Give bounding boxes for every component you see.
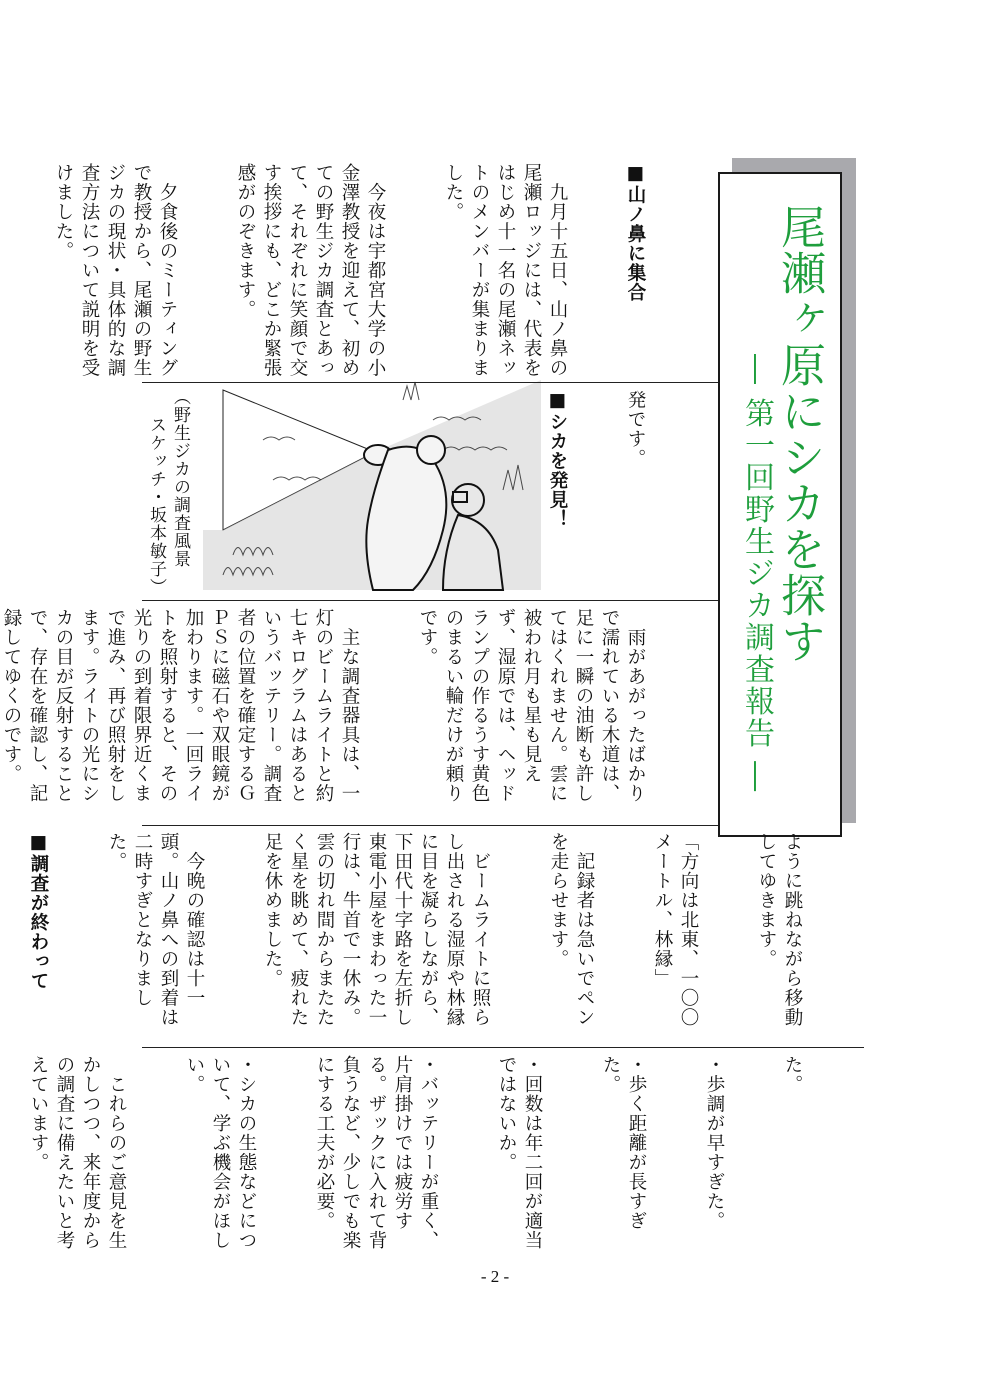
section-feedback bbox=[28, 1055, 857, 1260]
paragraph: これらのご意見を生かしつつ、来年度からの調査に備えたいと考えています。 bbox=[28, 1055, 127, 1250]
paragraph: た。 bbox=[782, 1055, 803, 1094]
list-item: ・シカの生態などについて、学ぶ機会がほしい。 bbox=[184, 1055, 257, 1250]
section-survey-end bbox=[28, 832, 857, 1037]
sketch-caption-line: スケッチ・坂本敏子） bbox=[146, 416, 166, 596]
article-title: 尾瀬ヶ原にシカを探す bbox=[773, 204, 826, 664]
section-heading: ■山ノ鼻に集合 bbox=[625, 163, 646, 302]
section-discovery bbox=[547, 390, 700, 595]
article-subtitle: ― 第一回野生ジカ調査報告 ― bbox=[739, 354, 774, 794]
paragraph: 九月十五日、山ノ鼻の尾瀬ロッジには、代表をはじめ十一名の尾瀬ネットのメンバーが集まりました。 bbox=[443, 163, 568, 378]
sketch-caption bbox=[144, 388, 192, 596]
title-box bbox=[718, 172, 842, 837]
section-yamanohana bbox=[53, 163, 700, 378]
column-rule bbox=[142, 382, 718, 383]
paragraph: 雨があがったばかりで濡れている木道は、足に一瞬の油断も許してはくれません。雲に被われ月も星も見えず、湿原では、ヘッドランプの作るうす黄色のまるい輪だけが頼りです。 bbox=[417, 608, 646, 803]
paragraph: 今夜は宇都宮大学の小金澤教授を迎えて、初めての野生ジカ調査とあって、それぞれに笑顔で交す挨拶にも、どこか緊張感がのぞきます。 bbox=[235, 163, 386, 378]
page-number: - 2 - bbox=[480, 1267, 510, 1286]
list-item: ・バッテリーが重く、片肩掛けでは疲労する。ザックに入れて背負うなど、少しでも楽にする工夫が必要。 bbox=[314, 1055, 439, 1250]
section-heading: ■シカを発見！ bbox=[547, 390, 568, 529]
paragraph: ように跳ねながら移動してゆきます。 bbox=[756, 832, 803, 1027]
paragraph: 発です。 bbox=[625, 390, 646, 468]
section-heading: ■調査が終わって bbox=[28, 832, 49, 991]
paragraph: ビームライトに照らし出される湿原や林縁に目を凝らしながら、下田代十字路を左折し東電小屋をまわった一行は、牛首で一休み。雲の切れ間からまたたく星を眺めて、疲れた足を休めました。 bbox=[262, 832, 491, 1027]
paragraph: 今晩の確認は十一頭。山ノ鼻への到着は二時すぎとなりました。 bbox=[106, 832, 205, 1027]
list-item: ・歩く距離が長すぎた。 bbox=[600, 1055, 647, 1231]
list-item: ・歩調が早すぎた。 bbox=[704, 1055, 725, 1231]
column-rule bbox=[142, 825, 718, 826]
sketch-caption-line: （野生ジカの調査風景 bbox=[170, 388, 190, 568]
paragraph: 夕食後のミーティングで教授から、尾瀬の野生ジカの現状・具体的な調査方法について説明を受けました。 bbox=[53, 163, 178, 378]
paragraph: 記録者は急いでペンを走らせます。 bbox=[548, 832, 595, 1027]
list-item: ・回数は年二回が適当ではないか。 bbox=[496, 1055, 543, 1250]
paragraph: 主な調査器具は、一灯のビームライトと約七キログラムはあるというバッテリー。調査者の位置を確定するＧＰＳに磁石や双眼鏡が加わります。一回ライトを照射すると、その光りの到着限界近くまで進み、再び照射をします。ライトの光にシカの目が反射することで、存在を確認し、記録してゆくのです。 bbox=[1, 608, 360, 803]
section-discovery-continued bbox=[1, 608, 700, 818]
column-rule bbox=[142, 1047, 864, 1048]
paragraph: 「方向は北東、一〇〇メートル、林縁」 bbox=[652, 832, 699, 1027]
column-rule bbox=[142, 600, 718, 601]
field-survey-sketch bbox=[203, 380, 541, 590]
